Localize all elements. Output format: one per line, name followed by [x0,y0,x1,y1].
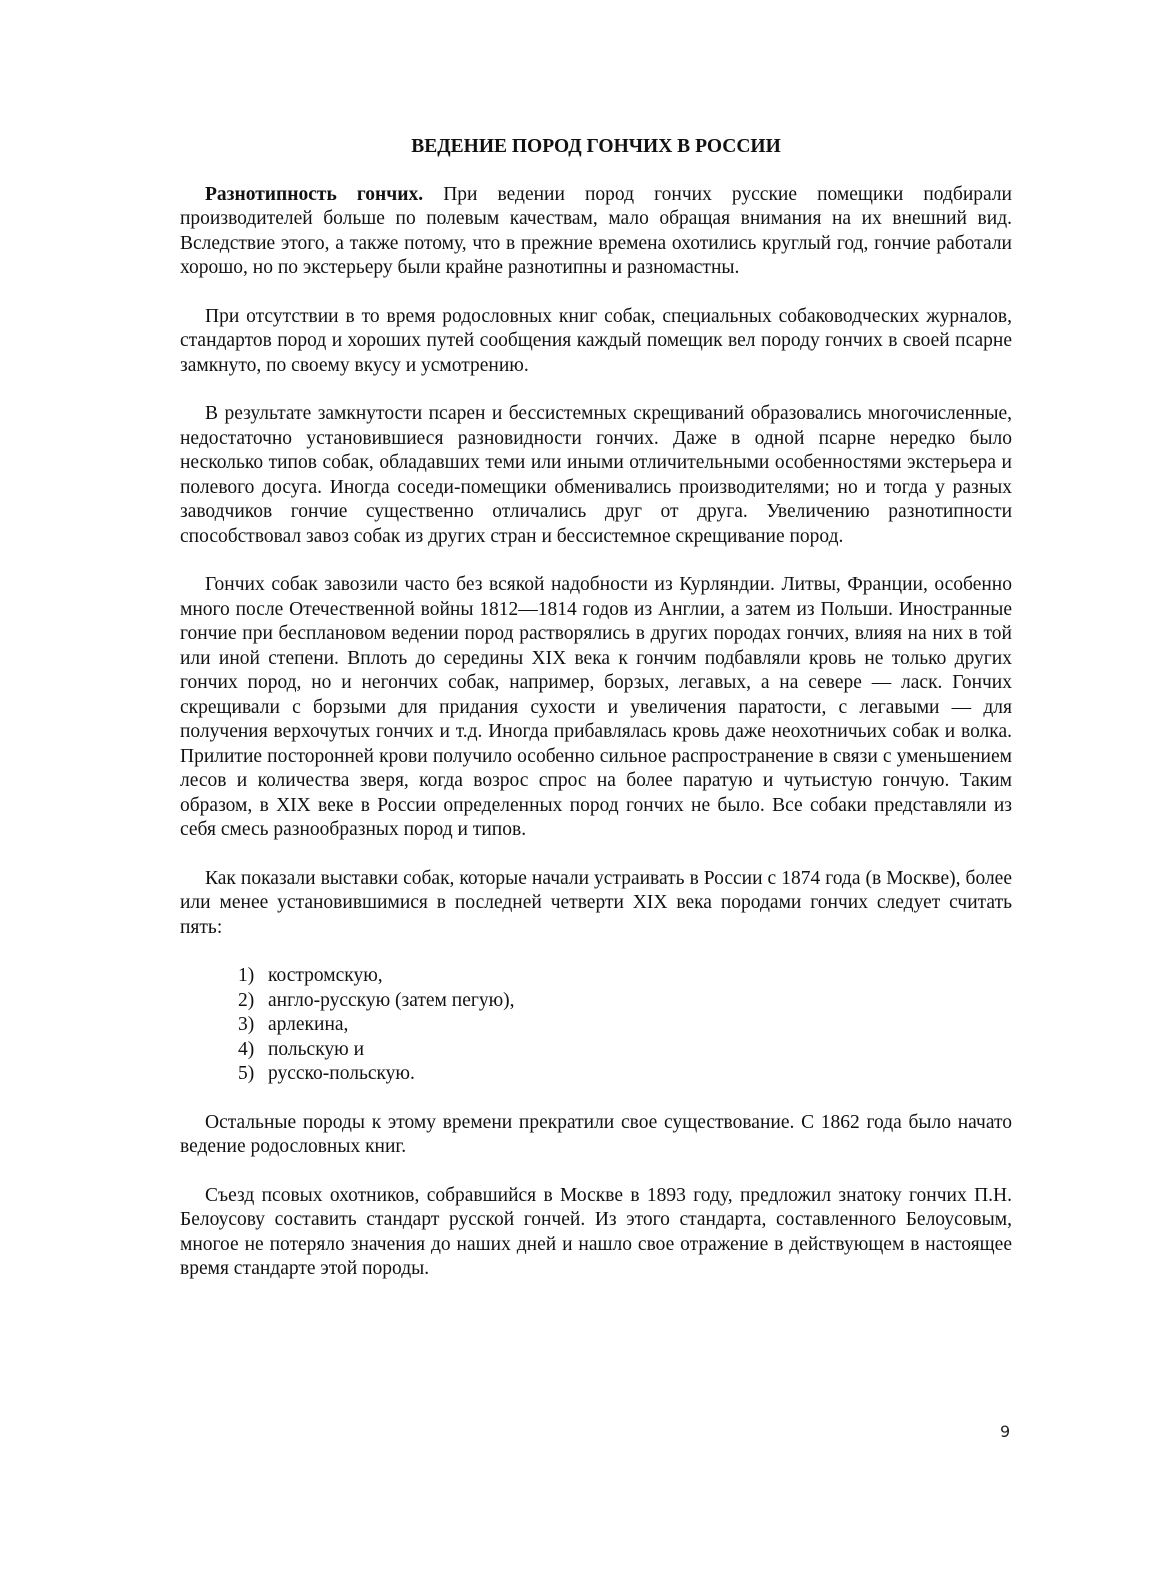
paragraph-studbooks-started: Остальные породы к этому времени прекратили свое существование. С 1862 года было начато ведение родословных книг. [180,1111,1012,1157]
list-item-number: 3) [238,1014,255,1035]
document-page [180,130,1012,1306]
list-item-number: 1) [238,965,255,986]
paragraph-imports: Гончих собак завозили часто без всякой надобности из Курляндии. Литвы, Франции, особенно много после Отечественной войны 1812—1814 годов из Англии, а затем из Польши. Иностранные гончие при бесплановом ведении пород растворялись в других породах гончих, влияя на них в той или иной степени. Вплоть до середины XIX века к гончим подбавляли кровь не только других гончих пород, но и негончих собак, например, борзых, легавых, а на севере — ласк. Гончих скрещивали с борзыми для придания сухости и увеличения паратости, с легавыми — для получения верхочутых гончих и т.д. Иногда прибавлялась кровь даже неохотничьих собак и волка. Прилитие посторонней крови получило особенно сильное распространение в связи с уменьшением лесов и количества зверя, когда возрос спрос на более паратую и чутьистую гончую. Таким образом, в XIX веке в России определенных пород гончих не было. Все собаки представляли из себя смесь разнообразных пород и типов. [180,574,1012,840]
list-item [238,1013,1012,1038]
list-item-text: костромскую, [268,965,383,986]
paragraph-lead-heading: Разнотипность гончих. [205,183,424,205]
list-item [238,1038,1012,1063]
paragraph-no-studbooks: При отсутствии в то время родословных книг собак, специальных собаководческих журналов, стандартов пород и хороших путей сообщения каждый помещик вел породу гончих в своей псарне замкнуто, по своему вкусу и усмотрению. [180,305,1012,376]
page-title: ВЕДЕНИЕ ПОРОД ГОНЧИХ В РОССИИ [411,136,781,157]
list-item-number: 5) [238,1063,255,1084]
list-item-number: 2) [238,989,255,1011]
paragraph-crossbreeding: В результате замкнутости псарен и бессистемных скрещиваний образовались многочисленные, недостаточно установившиеся разновидности гончих. Даже в одной псарне нередко было несколько типов собак, обладавших теми или иными отличительными особенностями экстерьера и полевого досуга. Иногда соседи-помещики обменивались производителями; но и тогда у разных заводчиков гончие существенно отличались друг от друга. Увеличению разнотипности способствовал завоз собак из других стран и бессистемное скрещивание пород. [180,403,1012,547]
page-number: 9 [1000,1422,1011,1441]
paragraph-text: При ведении пород гончих русские помещики подбирали производителей больше по полевым качествам, мало обращая внимания на их внешний вид. Вследствие этого, а также потому, что в прежние времена охотились круглый год, гончие работали хорошо, но по экстерьеру были крайне разнотипны и разномастны. [180,183,1012,278]
list-item [238,989,1012,1014]
paragraph-standard: Съезд псовых охотников, собравшийся в Москве в 1893 году, предложил знатоку гончих П.Н. Белоусову составить стандарт русской гончей. Из этого стандарта, составленного Белоусовым, многое не потеряло значения до наших дней и нашло свое отражение в действующем в настоящее время стандарте этой породы. [180,1184,1012,1279]
list-item-number: 4) [238,1038,255,1060]
list-item-text: польскую и [268,1038,365,1060]
paragraph-heterogeneity [180,183,1012,281]
list-item-text: арлекина, [268,1014,349,1035]
breeds-list [180,964,1012,1087]
list-item [238,964,1012,989]
paragraph-exhibitions: Как показали выставки собак, которые начали устраивать в России с 1874 года (в Москве), более или менее установившимися в последней четверти XIX века породами гончих следует считать пять: [180,867,1012,938]
list-item-text: англо-русскую (затем пегую), [268,989,515,1011]
list-item [238,1062,1012,1087]
list-item-text: русско-польскую. [268,1063,415,1084]
